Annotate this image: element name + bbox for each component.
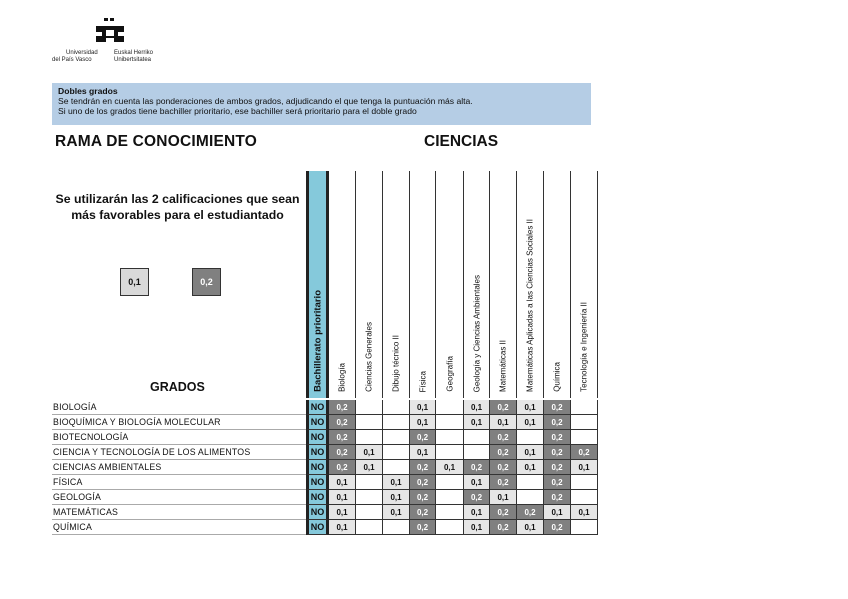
degree-name: GEOLOGÍA: [52, 490, 306, 505]
weight-cell: 0,1: [490, 415, 517, 430]
weight-cell: [436, 475, 464, 490]
weight-cell: [517, 430, 544, 445]
weight-cell: 0,2: [490, 445, 517, 460]
weight-cell: 0,2: [544, 490, 571, 505]
priority-cell: NO: [306, 505, 329, 520]
weight-cell: 0,2: [490, 475, 517, 490]
weight-cell: 0,1: [464, 475, 490, 490]
degree-name: BIOLOGÍA: [52, 400, 306, 415]
weight-cell: 0,1: [329, 520, 356, 535]
weight-cell: [571, 400, 598, 415]
table-row: [52, 520, 598, 535]
priority-cell: NO: [306, 520, 329, 535]
weight-cell: [436, 505, 464, 520]
weight-cell: [571, 430, 598, 445]
subject-header-label: Geología y Ciencias Ambientales: [472, 274, 481, 392]
weight-cell: 0,1: [410, 400, 436, 415]
subject-header: [436, 171, 464, 398]
subject-header-label: Biología: [337, 363, 347, 392]
priority-cell: NO: [306, 445, 329, 460]
subject-header-label: Dibujo técnico II: [391, 335, 401, 392]
weight-cell: [383, 460, 410, 475]
table-row: [52, 475, 598, 490]
weight-cell: 0,2: [490, 520, 517, 535]
weight-cell: 0,1: [410, 445, 436, 460]
priority-cell: NO: [306, 490, 329, 505]
weight-cell: [436, 520, 464, 535]
weight-cell: 0,1: [571, 460, 598, 475]
weight-cell: [571, 520, 598, 535]
weight-cell: 0,2: [329, 445, 356, 460]
instruction-text: Se utilizarán las 2 calificaciones que sean más favorables para el estudiantado: [55, 192, 300, 222]
degree-name: FÍSICA: [52, 475, 306, 490]
degree-name: CIENCIA Y TECNOLOGÍA DE LOS ALIMENTOS: [52, 445, 306, 460]
weight-cell: 0,2: [329, 460, 356, 475]
weight-cell: 0,2: [544, 475, 571, 490]
weight-cell: [383, 445, 410, 460]
weight-cell: [436, 415, 464, 430]
logo-text-left-2: del País Vasco: [52, 57, 92, 63]
weight-cell: 0,1: [464, 400, 490, 415]
priority-header: [306, 171, 329, 398]
weight-cell: 0,2: [329, 400, 356, 415]
weight-cell: 0,2: [517, 505, 544, 520]
weight-cell: [436, 445, 464, 460]
table-row: [52, 415, 598, 430]
legend-high-weight: 0,2: [192, 268, 221, 296]
weight-cell: [571, 415, 598, 430]
weight-cell: 0,1: [383, 505, 410, 520]
weight-cell: 0,1: [544, 505, 571, 520]
weight-cell: 0,2: [544, 415, 571, 430]
weight-cell: 0,2: [544, 400, 571, 415]
weight-cell: 0,2: [490, 430, 517, 445]
weight-cell: 0,1: [356, 460, 383, 475]
tree-logo-icon: [90, 18, 130, 46]
weight-cell: [571, 490, 598, 505]
double-degree-note: [52, 83, 591, 125]
weight-cell: [571, 475, 598, 490]
weight-cell: [383, 400, 410, 415]
priority-header-label: Bachillerato prioritario: [312, 290, 323, 392]
weight-cell: [383, 415, 410, 430]
weight-cell: 0,1: [329, 475, 356, 490]
subject-header: [329, 171, 356, 398]
weight-cell: [356, 505, 383, 520]
priority-cell: NO: [306, 430, 329, 445]
weight-cell: [356, 430, 383, 445]
degree-name: QUÍMICA: [52, 520, 306, 535]
weight-cell: 0,2: [544, 460, 571, 475]
weight-cell: 0,1: [517, 445, 544, 460]
logo-text-right-1: Euskal Herriko: [114, 50, 154, 56]
subject-header: [517, 171, 544, 398]
degrees-header: GRADOS: [150, 380, 205, 394]
weight-cell: [436, 490, 464, 505]
subject-header-label: Ciencias Generales: [364, 322, 374, 392]
weight-cell: 0,1: [410, 415, 436, 430]
weight-cell: 0,2: [410, 475, 436, 490]
subject-header-label: Matemáticas Aplicadas a las Ciencias Sociales II: [525, 219, 535, 392]
note-line-1: Se tendrán en cuenta las ponderaciones de ambos grados, adjudicando el que tenga la puntuación más alta.: [58, 96, 473, 106]
weight-cell: [356, 400, 383, 415]
subject-header: [410, 171, 436, 398]
subject-header-label: Física: [418, 370, 427, 392]
logo-text-left-1: Universidad: [66, 50, 98, 56]
weight-cell: 0,1: [464, 520, 490, 535]
table-row: [52, 490, 598, 505]
weight-cell: 0,2: [464, 490, 490, 505]
weight-cell: 0,1: [356, 445, 383, 460]
subject-header-label: Química: [552, 362, 562, 392]
weight-cell: [383, 430, 410, 445]
weight-cell: 0,1: [464, 505, 490, 520]
weight-cell: [436, 400, 464, 415]
subject-header: [490, 171, 517, 398]
weight-cell: 0,2: [490, 505, 517, 520]
subject-header-label: Tecnología e Ingeniería II: [579, 302, 589, 392]
priority-cell: NO: [306, 460, 329, 475]
weight-cell: 0,2: [410, 505, 436, 520]
branch-value: CIENCIAS: [424, 133, 499, 150]
degree-name: BIOTECNOLOGÍA: [52, 430, 306, 445]
weight-cell: [356, 475, 383, 490]
weight-cell: [356, 490, 383, 505]
degree-name: MATEMÁTICAS: [52, 505, 306, 520]
weight-cell: 0,2: [329, 430, 356, 445]
weight-cell: 0,2: [464, 460, 490, 475]
weight-cell: [436, 430, 464, 445]
degree-name: CIENCIAS AMBIENTALES: [52, 460, 306, 475]
weight-cell: 0,2: [410, 460, 436, 475]
weight-cell: 0,1: [517, 415, 544, 430]
weight-cell: 0,1: [464, 415, 490, 430]
university-logo: [52, 18, 172, 66]
subject-header: [383, 171, 410, 398]
table-row: [52, 505, 598, 520]
table-row: [52, 400, 598, 415]
weight-cell: 0,1: [517, 460, 544, 475]
weight-cell: 0,1: [517, 400, 544, 415]
legend-low-weight: 0,1: [120, 268, 149, 296]
weight-cell: [383, 520, 410, 535]
weight-cell: 0,1: [329, 505, 356, 520]
priority-cell: NO: [306, 415, 329, 430]
table-row: [52, 460, 598, 475]
weight-cell: [517, 490, 544, 505]
priority-cell: NO: [306, 400, 329, 415]
weight-cell: 0,2: [329, 415, 356, 430]
table-row: [52, 430, 598, 445]
weight-cell: [356, 415, 383, 430]
weight-cell: 0,2: [410, 490, 436, 505]
weight-cell: [356, 520, 383, 535]
note-title: Dobles grados: [58, 86, 118, 96]
subject-header-label: Matemáticas II: [498, 339, 508, 392]
weight-cell: 0,2: [490, 400, 517, 415]
weight-cell: 0,1: [490, 490, 517, 505]
logo-text-right-2: Unibertsitatea: [114, 57, 152, 63]
weight-cell: 0,1: [436, 460, 464, 475]
weight-cell: 0,2: [410, 430, 436, 445]
degree-name: BIOQUÍMICA Y BIOLOGÍA MOLECULAR: [52, 415, 306, 430]
weight-cell: 0,2: [571, 445, 598, 460]
branch-label: RAMA DE CONOCIMIENTO: [55, 133, 258, 150]
subject-header: [544, 171, 571, 398]
subject-header: [571, 171, 598, 398]
weight-cell: 0,2: [490, 460, 517, 475]
weight-cell: 0,2: [544, 520, 571, 535]
weight-cell: 0,1: [571, 505, 598, 520]
subject-header-label: Geografía: [445, 356, 454, 392]
weight-cell: 0,1: [517, 520, 544, 535]
weight-cell: [464, 445, 490, 460]
priority-cell: NO: [306, 475, 329, 490]
weight-cell: 0,2: [544, 430, 571, 445]
weight-cell: 0,1: [383, 490, 410, 505]
note-line-2: Si uno de los grados tiene bachiller prioritario, ese bachiller será prioritario para el doble grado: [58, 106, 417, 116]
weight-cell: 0,1: [329, 490, 356, 505]
weight-cell: [464, 430, 490, 445]
subject-header: [356, 171, 383, 398]
subject-header: [464, 171, 490, 398]
weight-cell: [517, 475, 544, 490]
table-row: [52, 445, 598, 460]
weight-cell: 0,2: [410, 520, 436, 535]
weight-cell: 0,1: [383, 475, 410, 490]
weight-cell: 0,2: [544, 445, 571, 460]
